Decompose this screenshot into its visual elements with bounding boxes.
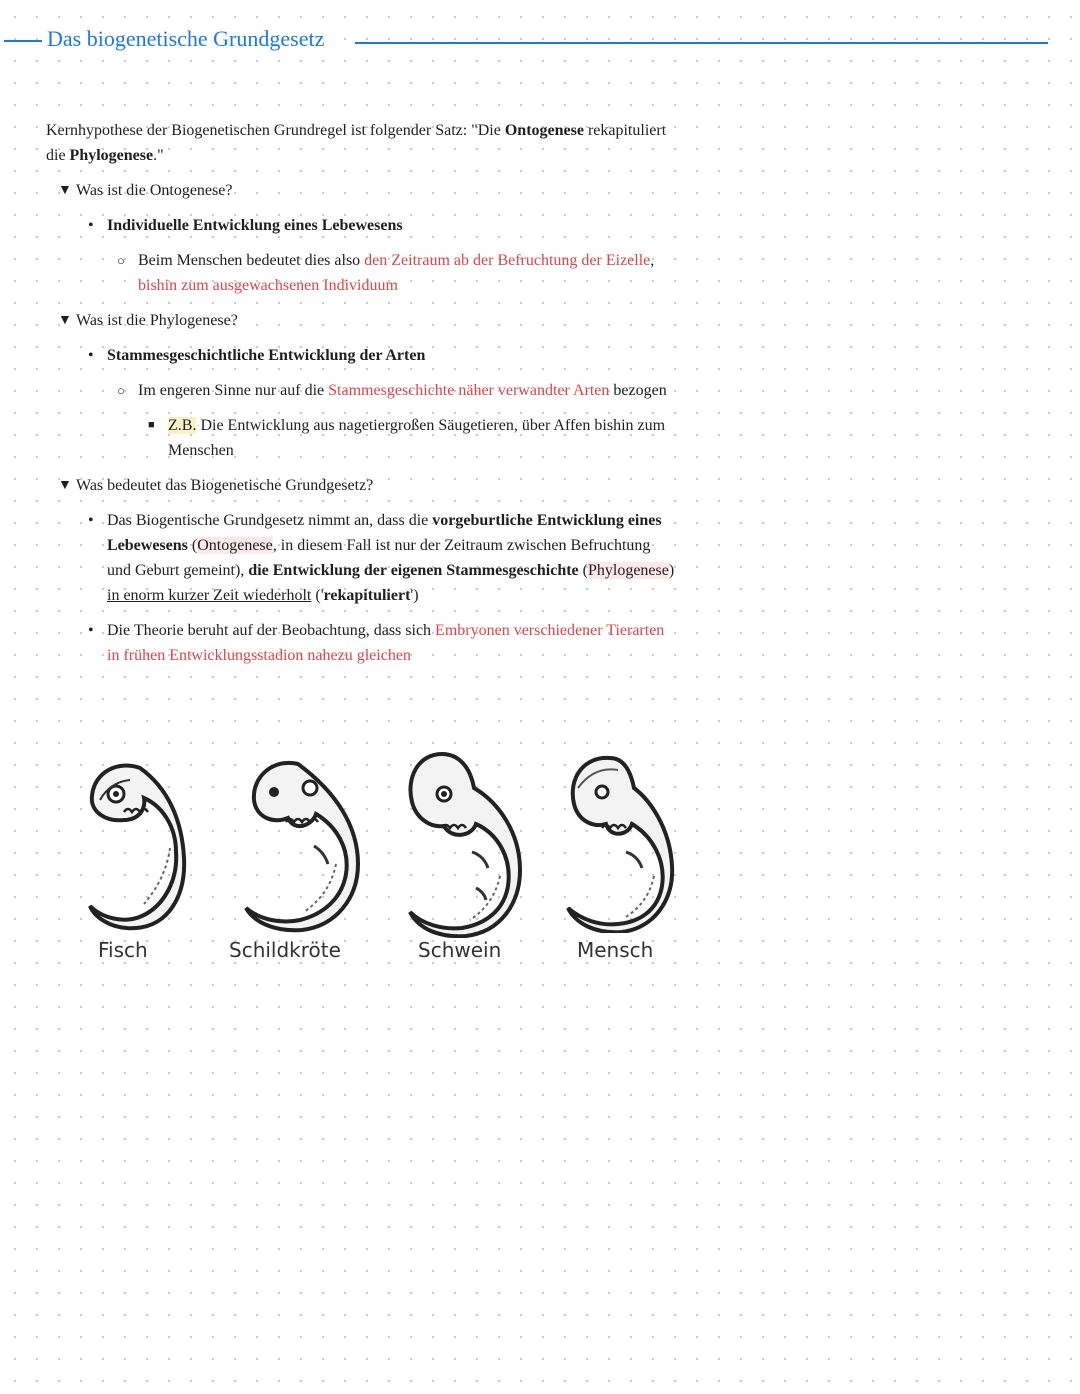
list-item xyxy=(46,378,676,403)
list-item xyxy=(46,248,676,298)
embryo-fish-image xyxy=(80,748,190,933)
red-text: Embryonen verschiedener Tierarten in frühen Entwicklungsstadion nahezu gleichen xyxy=(107,622,665,664)
list-item-text: ( xyxy=(187,537,198,554)
list-item-text: ( xyxy=(578,562,588,579)
red-text: den Zeitraum ab der Befruchtung der Eizelle xyxy=(364,252,651,269)
intro-paragraph xyxy=(46,118,676,168)
header-rule-right xyxy=(355,42,1048,44)
bold-text: vorgeburtliche Entwicklung eines Lebewesens xyxy=(107,512,662,554)
triangle-down-icon[interactable]: ▼ xyxy=(58,313,72,328)
triangle-down-icon[interactable]: ▼ xyxy=(58,478,72,493)
list-item-text: , in diesem Fall ist nur der Zeitraum zwischen Befruchtung und Geburt gemeint), xyxy=(107,537,651,579)
list-item-text: ) xyxy=(668,562,675,579)
list-item-text: , xyxy=(650,252,655,269)
figure-label-mensch: Mensch xyxy=(577,938,654,962)
intro-ontogenese: Ontogenese xyxy=(504,122,584,139)
triangle-down-icon[interactable]: ▼ xyxy=(58,183,72,198)
bold-text: die Entwicklung der eigenen Stammesgeschichte xyxy=(248,562,579,579)
list-item-text: Die Entwicklung aus nagetiergroßen Säugetieren, über Affen bishin zum Menschen xyxy=(168,417,666,459)
square-bullet-icon: ■ xyxy=(148,419,155,431)
embryo-pig-image xyxy=(402,748,527,938)
page-title: Das biogenetische Grundgesetz xyxy=(47,26,330,52)
toggle-phylogenese[interactable] xyxy=(46,308,676,333)
toggle-question: Was ist die Phylogenese? xyxy=(76,312,238,329)
embryo-human-image xyxy=(558,748,678,933)
header-rule-left xyxy=(4,40,42,42)
bullet-icon: • xyxy=(88,622,94,639)
figure-label-schildkroete: Schildkröte xyxy=(229,938,341,962)
hollow-bullet-icon: ○ xyxy=(117,383,125,398)
toggle-grundgesetz[interactable] xyxy=(46,473,676,498)
red-text: Stammesgeschichte näher verwandter Arten xyxy=(328,382,610,399)
list-item-text: (' xyxy=(311,587,324,604)
embryo-turtle-image xyxy=(240,748,365,933)
intro-text: rekapituliert die xyxy=(46,122,667,164)
list-item-text: Im engeren Sinne nur auf die xyxy=(138,382,329,399)
underlined-text: in enorm kurzer Zeit wiederholt xyxy=(107,587,312,604)
red-text: bishin zum ausgewachsenen Individuum xyxy=(138,277,398,294)
bullet-icon: • xyxy=(88,217,94,234)
list-item-text: Individuelle Entwicklung eines Lebewesens xyxy=(107,217,403,234)
hollow-bullet-icon: ○ xyxy=(117,253,125,268)
list-item xyxy=(46,508,676,608)
list-item-text: Beim Menschen bedeutet dies also xyxy=(138,252,365,269)
intro-phylogenese: Phylogenese xyxy=(69,147,154,164)
bullet-icon: • xyxy=(88,512,94,529)
bullet-icon: • xyxy=(88,347,94,364)
highlighted-text: Ontogenese xyxy=(197,537,273,554)
page-header xyxy=(0,24,1050,60)
list-item-text: Die Theorie beruht auf der Beobachtung, dass sich xyxy=(107,622,436,639)
toggle-question: Was bedeutet das Biogenetische Grundgesetz? xyxy=(76,477,374,494)
list-item-text: Stammesgeschichtliche Entwicklung der Arten xyxy=(107,347,426,364)
highlighted-text: Z.B. xyxy=(168,417,197,434)
embryo-comparison-figure xyxy=(80,748,680,978)
toggle-ontogenese[interactable] xyxy=(46,178,676,203)
list-item-text: Das Biogentische Grundgesetz nimmt an, dass die xyxy=(107,512,433,529)
intro-text: ." xyxy=(153,147,164,164)
highlighted-text: Phylogenese xyxy=(587,562,669,579)
list-item xyxy=(46,213,676,238)
list-item-text: ') xyxy=(410,587,419,604)
list-item xyxy=(46,413,676,463)
toggle-question: Was ist die Ontogenese? xyxy=(76,182,233,199)
bold-text: rekapituliert xyxy=(323,587,411,604)
list-item-text: bezogen xyxy=(609,382,667,399)
list-item xyxy=(46,343,676,368)
figure-label-schwein: Schwein xyxy=(418,938,502,962)
list-item xyxy=(46,618,676,668)
note-content xyxy=(46,118,676,668)
intro-text: Kernhypothese der Biogenetischen Grundregel ist folgender Satz: "Die xyxy=(46,122,505,139)
figure-label-fisch: Fisch xyxy=(98,938,148,962)
